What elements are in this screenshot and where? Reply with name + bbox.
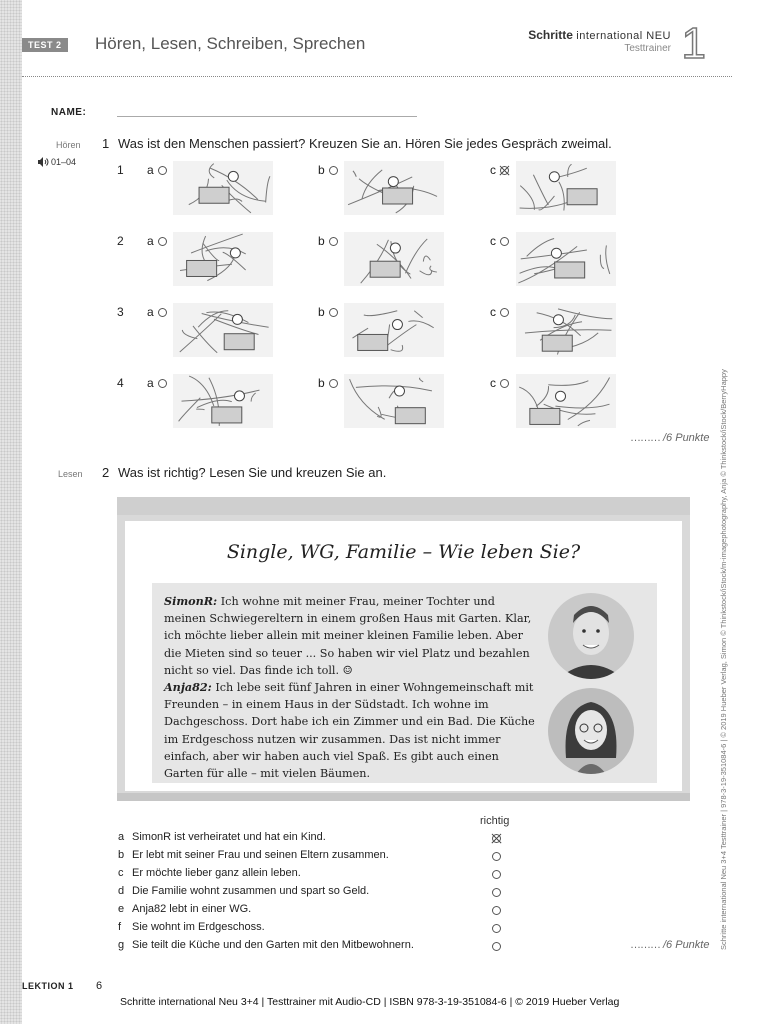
answer-option[interactable] <box>318 163 338 177</box>
richtig-checkbox[interactable] <box>492 870 501 879</box>
reading-title: Single, WG, Familie – Wie leben Sie? <box>226 541 581 563</box>
statement-item <box>118 867 301 879</box>
people-sleeping-image <box>336 299 451 361</box>
statement-text: SimonR ist verheiratet und hat ein Kind. <box>132 831 326 843</box>
richtig-checkbox[interactable] <box>492 906 501 915</box>
statement-text: Die Familie wohnt zusammen und spart so Geld. <box>132 885 370 897</box>
man-running-to-train-image <box>165 228 280 290</box>
statement-letter: f <box>118 921 122 933</box>
option-letter: c <box>490 163 496 177</box>
statement-item <box>118 885 369 897</box>
statement-letter: d <box>118 885 125 897</box>
answer-option[interactable] <box>490 305 509 319</box>
train-platform-image <box>336 370 451 432</box>
option-letter: b <box>318 305 325 319</box>
richtig-checkbox[interactable] <box>492 852 501 861</box>
statement-item <box>118 903 251 915</box>
post-author: Anja82: <box>164 680 212 695</box>
points-section-2 <box>630 939 709 951</box>
test-number: 1 <box>681 19 706 68</box>
row-number: 2 <box>117 234 124 248</box>
option-letter: a <box>147 376 154 390</box>
audio-track <box>38 157 76 167</box>
statement-item <box>118 921 265 933</box>
brand-main: Schritte <box>528 28 573 42</box>
name-field[interactable] <box>117 116 417 117</box>
points-dots: ……… <box>630 432 660 444</box>
answer-option[interactable] <box>318 305 338 319</box>
answer-option[interactable] <box>147 376 167 390</box>
page-number: 6 <box>96 980 103 992</box>
statement-item <box>118 939 414 951</box>
post-simon <box>164 593 539 679</box>
woman-running-image <box>508 370 623 432</box>
question-2-text: Was ist richtig? Lesen Sie und kreuzen Sie an. <box>118 465 387 480</box>
brand-subtitle: Testtrainer <box>624 43 671 54</box>
woman-sleeping-image <box>165 370 280 432</box>
test-badge: TEST 2 <box>22 38 68 52</box>
points-dots: ……… <box>630 939 660 951</box>
statement-text: Sie wohnt im Erdgeschoss. <box>132 921 265 933</box>
brand <box>528 28 671 54</box>
option-letter: c <box>490 234 496 248</box>
checked-circle-icon[interactable] <box>492 834 501 843</box>
answer-option[interactable] <box>147 163 167 177</box>
hotel-lobby-image <box>508 157 623 219</box>
row-number: 3 <box>117 305 124 319</box>
brand-rest: international NEU <box>576 30 671 42</box>
question-1-number: 1 <box>102 136 110 151</box>
woman-walking-image <box>336 157 451 219</box>
statement-text: Er möchte lieber ganz allein leben. <box>132 867 301 879</box>
reading-body <box>152 583 657 783</box>
reading-text-frame <box>117 497 690 801</box>
richtig-checkbox[interactable] <box>492 942 501 951</box>
richtig-checkbox[interactable] <box>492 924 501 933</box>
option-letter: b <box>318 234 325 248</box>
reading-panel <box>125 521 682 791</box>
car-crash-snow-image <box>165 157 280 219</box>
statement-letter: b <box>118 849 125 861</box>
option-letter: b <box>318 163 325 177</box>
option-letter: a <box>147 234 154 248</box>
audio-track-label: 01–04 <box>51 157 77 167</box>
answer-option[interactable] <box>490 163 509 177</box>
reading-text <box>164 593 539 782</box>
option-letter: c <box>490 376 496 390</box>
statement-text: Anja82 lebt in einer WG. <box>132 903 252 915</box>
statement-letter: g <box>118 939 125 951</box>
name-label: NAME: <box>51 107 87 118</box>
man-walking-image <box>508 299 623 361</box>
statement-letter: a <box>118 831 125 843</box>
statement-text: Sie teilt die Küche und den Garten mit den Mitbewohnern. <box>132 939 414 951</box>
avatar-simon <box>548 593 634 679</box>
points-section-1 <box>630 432 709 444</box>
option-letter: a <box>147 305 154 319</box>
statement-item <box>118 849 389 861</box>
train-station-board-image <box>508 228 623 290</box>
answer-option[interactable] <box>147 234 167 248</box>
row-number: 4 <box>117 376 124 390</box>
option-letter: c <box>490 305 496 319</box>
answer-option[interactable] <box>318 376 338 390</box>
left-decorative-strip <box>0 0 22 1024</box>
header-divider <box>22 76 732 77</box>
points-label: /6 Punkte <box>663 432 710 444</box>
statement-letter: c <box>118 867 124 879</box>
page-title: Hören, Lesen, Schreiben, Sprechen <box>95 34 366 53</box>
speaker-icon <box>38 157 49 167</box>
post-text: Ich wohne mit meiner Frau, meiner Tochter und meinen Schwiegereltern in einem großen Haus mit Garten. Klar, ich möchte lieber allein mit meiner kleinen Familie leben. Aber die Mieten sind so teuer ... So haben wir viel Platz und bezahlen nicht so viel. Das finde ich toll. ☺ <box>164 595 532 677</box>
option-letter: b <box>318 376 325 390</box>
statement-text: Er lebt mit seiner Frau und seinen Eltern zusammen. <box>132 849 389 861</box>
statement-letter: e <box>118 903 125 915</box>
footer-copyright: Schritte international Neu 3+4 | Testtrainer mit Audio-CD | ISBN 978-3-19-351084-6 | © 2019 Hueber Verlag <box>120 996 620 1008</box>
question-2-number: 2 <box>102 465 110 480</box>
richtig-checkbox[interactable] <box>492 888 501 897</box>
avatar-anja <box>548 688 634 774</box>
statement-item <box>118 831 326 843</box>
section-label-lesen: Lesen <box>58 469 83 479</box>
post-anja <box>164 679 539 782</box>
question-1-text: Was ist den Menschen passiert? Kreuzen Sie an. Hören Sie jedes Gespräch zweimal. <box>118 136 612 151</box>
points-label: /6 Punkte <box>663 939 710 951</box>
answer-option[interactable] <box>490 376 509 390</box>
section-label-hoeren: Hören <box>56 140 81 150</box>
post-text: Ich lebe seit fünf Jahren in einer Wohngemeinschaft mit Freunden – in einem Haus in der Südstadt. Ich wohne im Dachgeschoss. Dort habe ich ein Zimmer und ein Bad. Die Küche im Erdgeschoss nutzen wir zusammen. Das ist nicht immer einfach, aber wir haben auch viel Spaß. Es gibt auch einen Garten für alle – mit vielen Bäumen. <box>164 681 535 781</box>
man-eating-image <box>336 228 451 290</box>
richtig-column-header: richtig <box>480 815 510 827</box>
option-letter: a <box>147 163 154 177</box>
post-author: SimonR: <box>164 594 218 608</box>
answer-option[interactable] <box>318 234 338 248</box>
man-running-to-train-image <box>165 299 280 361</box>
footer-lektion: LEKTION 1 <box>22 981 74 991</box>
answer-option[interactable] <box>147 305 167 319</box>
answer-option[interactable] <box>490 234 509 248</box>
side-credit: Schritte international Neu 3+4 Testtrainer | 978-3-19-351084-6 | © 2019 Hueber Verlag, Simon © Thinkstock/iStock/m-imagephotography, Anja © Thinkstock/iStock/BerryHappy <box>719 369 728 950</box>
row-number: 1 <box>117 163 124 177</box>
